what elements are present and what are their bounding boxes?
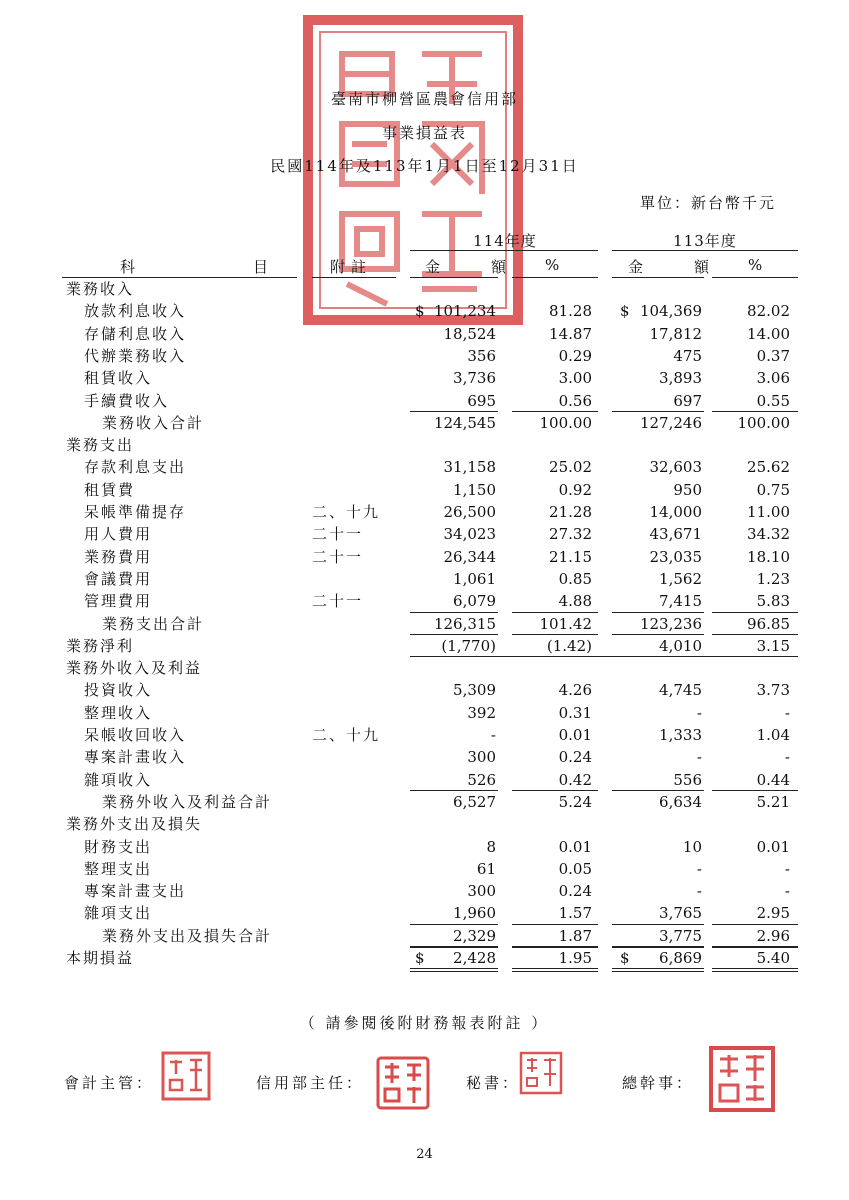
row-item-name: 管理費用 [84, 592, 153, 611]
year-current-header: 114年度 [473, 232, 537, 250]
row-amount-prior: 7,415 [659, 592, 702, 611]
seal-general-manager [708, 1045, 776, 1113]
signature-credit-label: 信用部主任： [256, 1074, 365, 1092]
row-amount-current: 300 [467, 882, 496, 901]
row-item-name: 業務費用 [84, 547, 153, 566]
table-row [0, 390, 849, 412]
year-current-underline [410, 250, 598, 251]
row-amount-prior: 3,765 [659, 904, 702, 923]
row-item-name: 業務收入合計 [102, 413, 205, 432]
row-amount-current: 124,545 [433, 413, 496, 432]
column-note-header: 附註 [330, 258, 373, 276]
row-percent-prior: - [784, 748, 790, 767]
table-row [0, 791, 849, 813]
row-item-name: 代辦業務收入 [84, 346, 187, 365]
row-item-name: 專案計畫收入 [84, 748, 187, 767]
seal-accounting [160, 1050, 212, 1102]
table-row [0, 702, 849, 724]
row-percent-current: 0.31 [558, 703, 592, 722]
table-row [0, 746, 849, 768]
row-percent-prior: 1.04 [756, 726, 790, 744]
table-row [0, 367, 849, 389]
table-row [0, 345, 849, 367]
table-row [0, 947, 849, 969]
row-percent-current: 0.01 [558, 837, 592, 856]
currency-symbol-prior: $ [620, 949, 630, 967]
row-percent-prior: 96.85 [747, 614, 790, 633]
signature-accounting-label: 會計主管： [64, 1074, 155, 1092]
row-amount-prior: 127,246 [639, 413, 702, 432]
row-amount-prior: 950 [673, 480, 702, 499]
row-amount-current: 392 [467, 703, 496, 722]
row-amount-prior: 10 [682, 837, 702, 856]
row-item-name: 業務收入 [66, 280, 135, 298]
row-percent-current: 14.87 [549, 324, 592, 343]
row-percent-current: 1.95 [558, 949, 592, 967]
row-note-ref: 二十一 [312, 525, 364, 544]
row-item-name: 手續費收入 [84, 391, 170, 410]
row-percent-prior: 2.95 [756, 904, 790, 923]
row-amount-current: 1,150 [453, 480, 496, 499]
row-amount-prior: 1,562 [659, 569, 702, 588]
table-row [0, 836, 849, 858]
signature-secretary-label: 秘書： [466, 1074, 521, 1092]
row-item-name: 業務外收入及利益合計 [102, 792, 273, 811]
total-top-rule [712, 947, 798, 948]
total-double-rule [410, 968, 498, 972]
row-percent-current: 0.56 [558, 391, 592, 410]
row-item-name: 雜項支出 [84, 904, 153, 923]
row-amount-current: 1,960 [453, 904, 496, 923]
row-amount-current: 6,079 [453, 592, 496, 611]
row-percent-current: 0.01 [558, 726, 592, 744]
table-row [0, 925, 849, 947]
row-amount-prior: 697 [673, 391, 702, 410]
column-percent-header-current: % [545, 256, 560, 274]
net-profit-rule [410, 656, 798, 657]
row-item-name: 存款利息支出 [84, 458, 187, 477]
table-row [0, 456, 849, 478]
currency-symbol-current: $ [415, 302, 425, 321]
row-percent-current: 0.29 [558, 346, 592, 365]
table-row [0, 412, 849, 434]
row-item-name: 整理收入 [84, 703, 153, 722]
table-row [0, 323, 849, 345]
row-amount-current: 1,061 [453, 569, 496, 588]
row-amount-current: 8 [486, 837, 496, 856]
table-row [0, 880, 849, 902]
row-item-name: 雜項收入 [84, 770, 153, 789]
row-note-ref: 二、十九 [312, 726, 381, 744]
table-row [0, 568, 849, 590]
row-amount-current: 101,234 [433, 302, 496, 321]
row-percent-prior: 18.10 [747, 547, 790, 566]
row-percent-current: 101.42 [539, 614, 592, 633]
row-percent-prior: 3.73 [756, 681, 790, 700]
row-item-name: 業務淨利 [66, 636, 135, 655]
row-amount-current: - [490, 726, 496, 744]
row-percent-prior: - [784, 859, 790, 878]
row-percent-prior: 0.75 [756, 480, 790, 499]
table-row [0, 679, 849, 701]
table-row [0, 724, 849, 746]
row-note-ref: 二、十九 [312, 503, 381, 521]
signature-general-label: 總幹事： [622, 1074, 695, 1092]
table-row [0, 501, 849, 523]
row-amount-prior: - [696, 748, 702, 767]
currency-unit: 單位：新台幣千元 [640, 194, 777, 212]
table-row [0, 813, 849, 835]
row-percent-current: 0.05 [558, 859, 592, 878]
row-percent-prior: 34.32 [747, 525, 790, 544]
row-amount-prior: 1,333 [659, 726, 702, 744]
row-amount-prior: - [696, 882, 702, 901]
row-item-name: 投資收入 [84, 681, 153, 700]
row-item-name: 本期損益 [66, 949, 135, 967]
row-percent-current: 0.92 [558, 480, 592, 499]
row-percent-prior: 11.00 [747, 503, 790, 521]
row-amount-prior: 3,893 [659, 369, 702, 388]
row-item-name: 租賃收入 [84, 369, 153, 388]
table-row [0, 613, 849, 635]
table-row [0, 546, 849, 568]
column-amount-header-prior: 金 額 [628, 258, 728, 276]
row-percent-current: 3.00 [558, 369, 592, 388]
table-row [0, 523, 849, 545]
row-percent-prior: 0.44 [756, 770, 790, 789]
table-row [0, 590, 849, 612]
row-amount-current: 126,315 [433, 614, 496, 633]
row-amount-prior: 4,745 [659, 681, 702, 700]
row-amount-current: 695 [467, 391, 496, 410]
row-amount-current: 300 [467, 748, 496, 767]
total-double-rule [712, 968, 798, 972]
row-item-name: 存儲利息收入 [84, 324, 187, 343]
row-amount-prior: 4,010 [659, 636, 702, 655]
column-percent-header-prior: % [748, 256, 763, 274]
currency-symbol-current: $ [415, 949, 425, 967]
total-top-rule [612, 947, 704, 948]
row-amount-current: 5,309 [453, 681, 496, 700]
year-prior-header: 113年度 [673, 232, 737, 250]
row-amount-prior: 556 [673, 770, 702, 789]
row-amount-prior: 6,869 [659, 949, 702, 967]
row-percent-current: 27.32 [549, 525, 592, 544]
row-item-name: 放款利息收入 [84, 302, 187, 321]
row-amount-current: 2,428 [453, 949, 496, 967]
row-amount-current: 26,344 [443, 547, 496, 566]
row-amount-prior: 123,236 [639, 614, 702, 633]
row-amount-current: 356 [467, 346, 496, 365]
row-item-name: 呆帳準備提存 [84, 503, 187, 521]
row-percent-prior: 5.21 [756, 792, 790, 811]
row-percent-current: 0.24 [558, 748, 592, 767]
seal-secretary [518, 1050, 564, 1096]
row-percent-prior: 25.62 [747, 458, 790, 477]
statement-title: 事業損益表 [381, 124, 467, 142]
row-amount-current: 526 [467, 770, 496, 789]
row-percent-prior: 82.02 [747, 302, 790, 321]
row-amount-prior: 43,671 [649, 525, 702, 544]
row-percent-prior: - [784, 882, 790, 901]
row-item-name: 業務外收入及利益 [66, 659, 203, 678]
row-amount-prior: - [696, 859, 702, 878]
seal-credit-director [375, 1055, 431, 1111]
row-percent-current: 0.42 [558, 770, 592, 789]
row-item-name: 專案計畫支出 [84, 882, 187, 901]
table-row [0, 479, 849, 501]
row-amount-prior: 6,634 [659, 792, 702, 811]
row-percent-current: 4.88 [558, 592, 592, 611]
row-amount-current: 34,023 [443, 525, 496, 544]
row-percent-current: 4.26 [558, 681, 592, 700]
row-item-name: 業務支出合計 [102, 614, 205, 633]
row-amount-prior: 475 [673, 346, 702, 365]
row-percent-current: 25.02 [549, 458, 592, 477]
row-amount-prior: 14,000 [649, 503, 702, 521]
row-item-name: 租賃費 [84, 480, 136, 499]
row-note-ref: 二十一 [312, 592, 364, 611]
row-percent-prior: 0.37 [756, 346, 790, 365]
column-item-header: 科 目 [120, 258, 273, 276]
row-percent-prior: 100.00 [737, 413, 790, 432]
row-item-name: 整理支出 [84, 859, 153, 878]
row-item-name: 財務支出 [84, 837, 153, 856]
table-row [0, 300, 849, 322]
row-percent-current: 81.28 [549, 302, 592, 321]
row-percent-prior: 5.40 [756, 949, 790, 967]
row-percent-prior: 14.00 [747, 324, 790, 343]
table-row [0, 278, 849, 300]
statement-period: 民國114年及113年1月1日至12月31日 [270, 157, 579, 175]
row-amount-current: 2,329 [453, 926, 496, 945]
row-amount-prior: 104,369 [639, 302, 702, 321]
total-top-rule [410, 947, 498, 948]
row-amount-prior: 23,035 [649, 547, 702, 566]
row-percent-prior: 3.06 [756, 369, 790, 388]
row-percent-current: 21.28 [549, 503, 592, 521]
total-double-rule [512, 968, 598, 972]
total-double-rule [612, 968, 704, 972]
row-percent-prior: - [784, 703, 790, 722]
row-amount-prior: - [696, 703, 702, 722]
row-item-name: 用人費用 [84, 525, 153, 544]
row-percent-current: 100.00 [539, 413, 592, 432]
row-amount-prior: 3,775 [659, 926, 702, 945]
table-row [0, 635, 849, 657]
row-item-name: 業務支出 [66, 436, 135, 455]
row-amount-current: (1,770) [441, 636, 496, 655]
row-amount-current: 26,500 [443, 503, 496, 521]
row-percent-current: 1.87 [558, 926, 592, 945]
row-amount-current: 18,524 [443, 324, 496, 343]
row-amount-prior: 32,603 [649, 458, 702, 477]
row-percent-current: 21.15 [549, 547, 592, 566]
row-percent-prior: 5.83 [756, 592, 790, 611]
column-amount-header-current: 金 額 [425, 258, 525, 276]
row-percent-current: 1.57 [558, 904, 592, 923]
total-top-rule [512, 947, 598, 948]
row-percent-current: 0.85 [558, 569, 592, 588]
table-row [0, 858, 849, 880]
table-row [0, 769, 849, 791]
table-row [0, 657, 849, 679]
page-number: 24 [416, 1147, 433, 1162]
row-amount-prior: 17,812 [649, 324, 702, 343]
row-percent-prior: 3.15 [756, 636, 790, 655]
row-note-ref: 二十一 [312, 547, 364, 566]
row-percent-current: 0.24 [558, 882, 592, 901]
year-prior-underline [612, 250, 798, 251]
row-amount-current: 31,158 [443, 458, 496, 477]
footnote-reference: （ 請參閱後附財務報表附註 ） [299, 1014, 550, 1032]
row-percent-prior: 2.96 [756, 926, 790, 945]
currency-symbol-prior: $ [620, 302, 630, 321]
row-item-name: 業務外支出及損失 [66, 815, 203, 834]
row-item-name: 業務外支出及損失合計 [102, 926, 273, 945]
row-item-name: 呆帳收回收入 [84, 726, 187, 744]
row-percent-current: 5.24 [558, 792, 592, 811]
row-item-name: 會議費用 [84, 569, 153, 588]
row-amount-current: 6,527 [453, 792, 496, 811]
row-percent-current: (1.42) [546, 636, 592, 655]
row-amount-current: 61 [476, 859, 496, 878]
row-percent-prior: 1.23 [756, 569, 790, 588]
table-row [0, 902, 849, 924]
organization-name: 臺南市柳營區農會信用部 [330, 90, 518, 108]
row-amount-current: 3,736 [453, 369, 496, 388]
row-percent-prior: 0.01 [756, 837, 790, 856]
row-percent-prior: 0.55 [756, 391, 790, 410]
table-row [0, 434, 849, 456]
